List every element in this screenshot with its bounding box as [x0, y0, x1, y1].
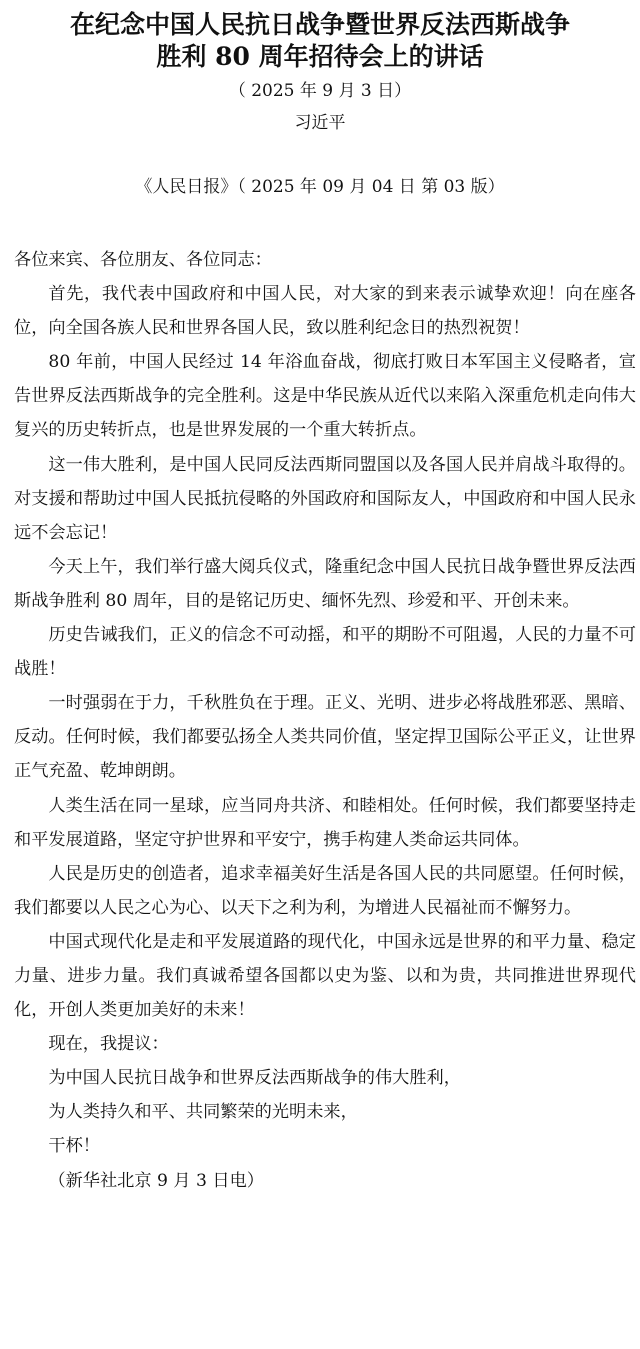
paragraph: 历史告诫我们，正义的信念不可动摇，和平的期盼不可阻遏，人民的力量不可战胜！: [14, 625, 636, 680]
salutation: 各位来宾、各位朋友、各位同志：: [14, 250, 272, 270]
article-title-line-1: 在纪念中国人民抗日战争暨世界反法西斯战争: [69, 10, 570, 39]
paragraph: 这一伟大胜利，是中国人民同反法西斯同盟国以及各国人民并肩战斗取得的。对支援和帮助过中国人民抵抗侵略的外国政府和国际友人，中国政府和中国人民永远不会忘记！: [14, 454, 636, 543]
article-body: [14, 243, 636, 1198]
article-title-line-2: 胜利 80 周年招待会上的讲话: [156, 42, 484, 71]
speech-author: 习近平: [294, 113, 346, 133]
publication-source: 《人民日报》（ 2025 年 09 月 04 日 第 03 版）: [135, 177, 505, 197]
paragraph: 今天上午，我们举行盛大阅兵仪式，隆重纪念中国人民抗日战争暨世界反法西斯战争胜利 80 周年，目的是铭记历史、缅怀先烈、珍爱和平、开创未来。: [14, 556, 636, 611]
paragraph: 80 年前，中国人民经过 14 年浴血奋战，彻底打败日本军国主义侵略者，宣告世界反法西斯战争的完全胜利。这是中华民族从近代以来陷入深重危机走向伟大复兴的历史转折点，也是世界发展的一个重大转折点。: [14, 352, 636, 441]
toast-line: 干杯！: [48, 1136, 100, 1157]
paragraph: 首先，我代表中国政府和中国人民，对大家的到来表示诚挚欢迎！向在座各位，向全国各族人民和世界各国人民，致以胜利纪念日的热烈祝贺！: [14, 284, 636, 339]
toast-line: 为中国人民抗日战争和世界反法西斯战争的伟大胜利，: [48, 1068, 461, 1089]
paragraph: 人类生活在同一星球，应当同舟共济、和睦相处。任何时候，我们都要坚持走和平发展道路，坚定守护世界和平安宁，携手构建人类命运共同体。: [14, 795, 636, 850]
speech-date: （ 2025 年 9 月 3 日）: [228, 81, 412, 101]
paragraph: 中国式现代化是走和平发展道路的现代化，中国永远是世界的和平力量、稳定力量、进步力量。我们真诚希望各国都以史为鉴、以和为贵，共同推进世界现代化，开创人类更加美好的未来！: [14, 931, 636, 1021]
paragraph: 现在，我提议：: [48, 1034, 169, 1055]
paragraph: 人民是历史的创造者，追求幸福美好生活是各国人民的共同愿望。任何时候，我们都要以人民之心为心、以天下之利为利，为增进人民福祉而不懈努力。: [14, 863, 636, 918]
paragraph: 一时强弱在于力，千秋胜负在于理。正义、光明、进步必将战胜邪恶、黑暗、反动。任何时候，我们都要弘扬全人类共同价值，坚定捍卫国际公平正义，让世界正气充盈、乾坤朗朗。: [14, 693, 636, 782]
news-agency-closing: （新华社北京 9 月 3 日电）: [48, 1170, 264, 1191]
toast-line: 为人类持久和平、共同繁荣的光明未来，: [48, 1102, 358, 1123]
